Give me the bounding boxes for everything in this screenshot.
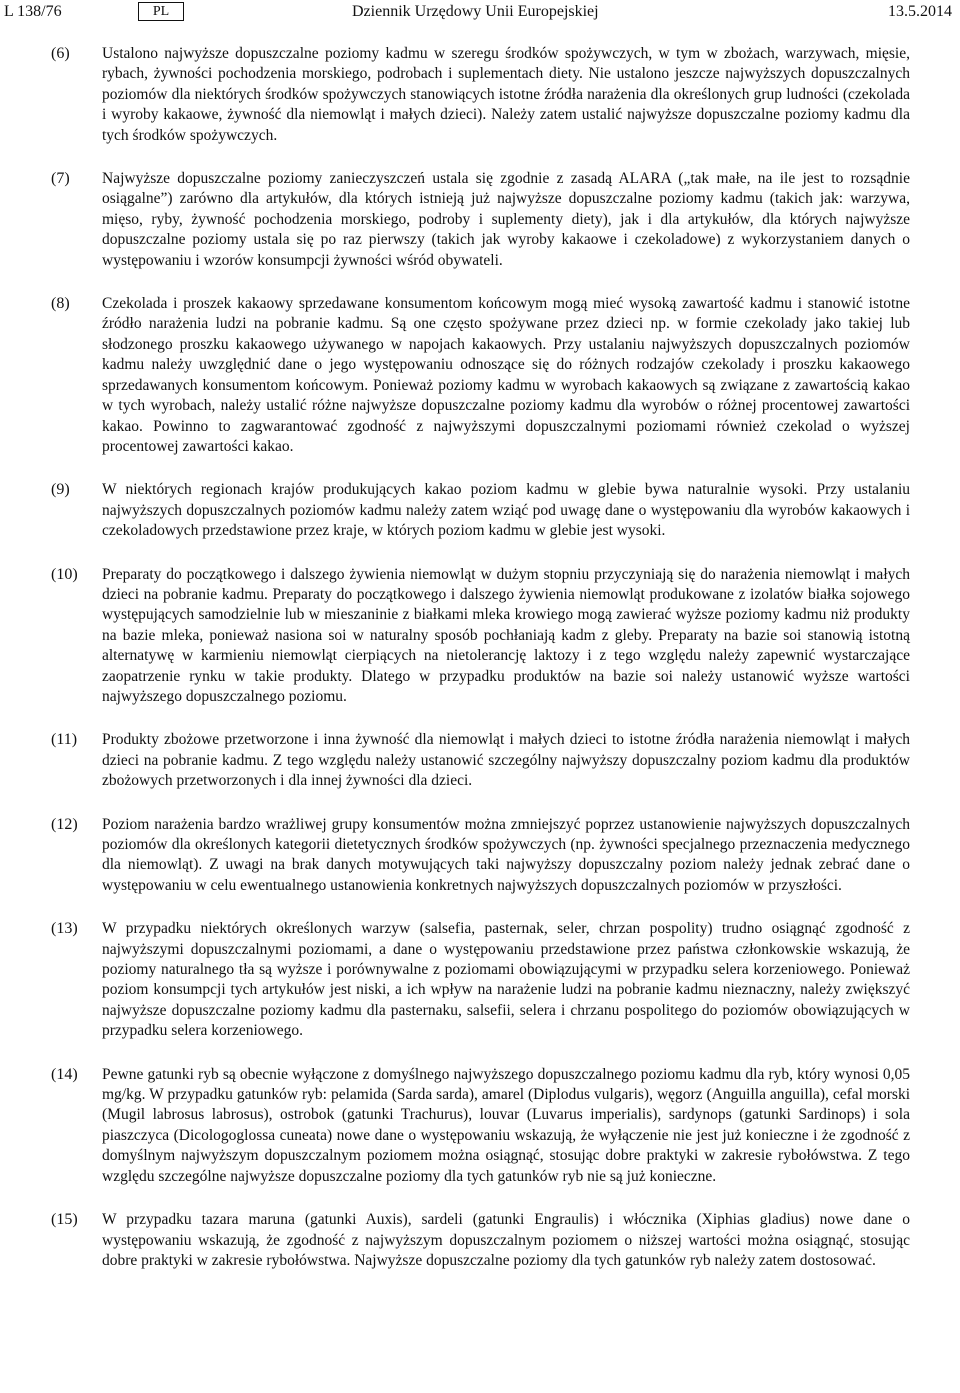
recital-number: (10)	[51, 565, 78, 583]
publication-date: 13.5.2014	[888, 3, 952, 20]
recital-text: Ustalono najwyższe dopuszczalne poziomy kadmu w szeregu środków spożywczych, w tym w zbożach, warzywach, mięsie, rybach, żywności pochodzenia morskiego, podrobach i suplementach diety. Nie ustalono jeszcze najwyższych dopuszczalnych poziomów dla niektórych środków spożywczych stanowiących istotne źródła narażenia dla określonych grup ludności (czekolada i wyroby kakaowe, żywność dla niemowląt i małych dzieci). Należy zatem ustalić najwyższe dopuszczalne poziomy kadmu dla tych środków spożywczych.	[102, 45, 910, 144]
recital-number: (15)	[51, 1211, 78, 1229]
recital-text: Najwyższe dopuszczalne poziomy zanieczyszczeń ustala się zgodnie z zasadą ALARA („tak małe, na ile jest to rozsądnie osiągalne”) zarówno dla artykułów, dla których istnieją już najwyższe dopuszczalne poziomy kadmu (takich jak: warzywa, mięso, ryby, żywność pochodzenia morskiego, podroby i suplementy diety), jak i dla artykułów, dla których najwyższe dopuszczalne poziomy ustala się po raz pierwszy (takich jak wyroby kakaowe i czekoladowe) z wykorzystaniem danych o występowaniu i wzorów konsumpcji żywności wśród obywateli.	[102, 170, 910, 269]
recital-number: (11)	[51, 731, 78, 749]
recital-text: W niektórych regionach krajów produkujących kakao poziom kadmu w glebie bywa naturalnie wysoki. Przy ustalaniu najwyższych dopuszczalnych poziomów kadmu należy zatem wziąć pod uwagę dane o występowaniu dla wyrobów kakaowych i czekoladowych przedstawione przez kraje, w których poziom kadmu w glebie jest wysoki.	[102, 481, 910, 540]
page-reference: L 138/76	[4, 3, 62, 20]
journal-title: Dziennik Urzędowy Unii Europejskiej	[352, 3, 599, 20]
recital-number: (9)	[51, 481, 70, 499]
recital-6	[0, 44, 960, 146]
recital-number: (6)	[51, 45, 70, 62]
recital-text: Pewne gatunki ryb są obecnie wyłączone z domyślnego najwyższego dopuszczalnego poziomu kadmu dla ryb, który wynosi 0,05 mg/kg. W przypadku gatunków ryb: pelamida (Sarda sarda), amarel (Diplodus vulgaris), węgorz (Anguilla anguilla), cefal morski (Mugil labrosus labrosus), ostrobok (gatunki Trachurus), louvar (Luvarus imperialis), sardynops (gatunki Sardinops) i sola piaszczyca (Dicologoglossa cuneata) nowe dane o występowaniu wskazują, że wyłączenie nie jest już konieczne i że zgodność z domyślnym najwyższym dopuszczalnym poziomem można osiągnąć, stosując dobre praktyki w zakresie rybołówstwa. Z tego względu szczególne najwyższe dopuszczalne poziomy dla tych gatunków ryb nie są już konieczne.	[102, 1065, 910, 1185]
recital-15	[0, 1210, 960, 1271]
language-code-box: PL	[138, 2, 184, 21]
recital-14	[0, 1065, 960, 1187]
recital-text: Preparaty do początkowego i dalszego żywienia niemowląt w dużym stopniu przyczyniają się do narażenia niemowląt i małych dzieci na pobranie kadmu. Preparaty do początkowego i dalszego żywienia niemowląt produkowane z izolatów białka sojowego występujących samodzielnie lub w mieszaninie z białkami mleka krowiego mogą zawierać wyższe poziomy kadmu niż produkty na bazie mleka, ponieważ nasiona soi w naturalny sposób pochłaniają kadm z gleby. Preparaty na bazie soi stanowią istotną alternatywę w karmieniu niemowląt cierpiących na nietolerancję laktozy i z tego względu należy zapewnić wystarczające zaopatrzenie rynku w takie produkty. Dlatego w przypadku produktów na bazie soi należy ustanowić wyższe wartości najwyższego dopuszczalnego poziomu.	[102, 565, 910, 705]
recital-number: (7)	[51, 170, 70, 188]
recital-number: (13)	[51, 920, 78, 938]
recital-7	[0, 169, 960, 271]
recital-11	[0, 730, 960, 791]
recital-10	[0, 565, 960, 708]
recital-13	[0, 919, 960, 1041]
recital-text: Poziom narażenia bardzo wrażliwej grupy konsumentów można zmniejszyć poprzez ustanowienie najwyższych dopuszczalnych poziomów dla określonych kategorii dietetycznych środków spożywczych (np. żywności specjalnego przeznaczenia medycznego dla niemowląt). Z uwagi na brak danych motywujących taki najwyższy dopuszczalny poziom należy jednak zebrać dane o występowaniu w celu ewentualnego ustanowienia konkretnych najwyższych dopuszczalnych poziomów w przyszłości.	[102, 815, 910, 894]
recital-8	[0, 294, 960, 457]
recital-12	[0, 815, 960, 897]
recital-9	[0, 480, 960, 541]
recital-number: (12)	[51, 815, 78, 833]
recital-number: (14)	[51, 1065, 78, 1083]
recitals-list	[0, 44, 960, 1294]
recital-text: W przypadku niektórych określonych warzyw (salsefia, pasternak, seler, chrzan pospolity) trudno osiągnąć zgodność z najwyższymi dopuszczalnymi poziomami, a dane o występowaniu przedstawione przez państwa członkowskie wskazują, że poziomy naturalnego tła są wyższe i porównywalne z poziomami obowiązującymi w przypadku selera korzeniowego. Ponieważ poziom konsumpcji tych artykułów jest niski, a ich wpływ na narażenie ludzi na pobranie kadmu nieznaczny, należy zwiększyć najwyższe dopuszczalne poziomy kadmu dla pasternaku, salsefii, selera i chrzanu pospolitego do poziomów obowiązujących w przypadku selera korzeniowego.	[102, 920, 910, 1040]
page-header	[4, 0, 956, 24]
recital-text: W przypadku tazara maruna (gatunki Auxis), sardeli (gatunki Engraulis) i włócznika (Xiphias gladius) nowe dane o występowaniu wskazują, że zgodność z najwyższym dopuszczalnym poziomem o niższej wartości można osiągnąć, stosując dobre praktyki w zakresie rybołówstwa. Najwyższe dopuszczalne poziomy dla tych gatunków ryb należy zatem dostosować.	[102, 1211, 910, 1269]
recital-number: (8)	[51, 295, 70, 313]
recital-text: Produkty zbożowe przetworzone i inna żywność dla niemowląt i małych dzieci to istotne źródła narażenia niemowląt i małych dzieci na pobranie kadmu. Z tego względu należy ustanowić szczególny najwyższy dopuszczalny poziom kadmu dla produktów zbożowych przetworzonych i dla innej żywności dla dzieci.	[102, 731, 910, 790]
recital-text: Czekolada i proszek kakaowy sprzedawane konsumentom końcowym mogą mieć wysoką zawartość kadmu i stanowić istotne źródło narażenia ludzi na pobranie kadmu. Są one często spożywane przez dzieci np. w formie czekolady jako takiej lub słodzonego proszku kakaowego używanego w napojach kakaowych. Przy ustalaniu najwyższych dopuszczalnych poziomów kadmu należy uwzględnić dane o jego występowaniu odnoszące się do różnych rodzajów czekolady i proszku kakaowego sprzedawanych konsumentom końcowym. Ponieważ poziomy kadmu w wyrobach kakaowych są związane z zawartością kakao w tych wyrobach, należy ustalić różne najwyższe dopuszczalne poziomy kadmu dla wyrobów o różnej procentowej zawartości kakao. Powinno to zagwarantować zgodność z najwyższymi dopuszczalnymi poziomami również czekolad o wyższej procentowej zawartości kakao.	[102, 295, 910, 455]
